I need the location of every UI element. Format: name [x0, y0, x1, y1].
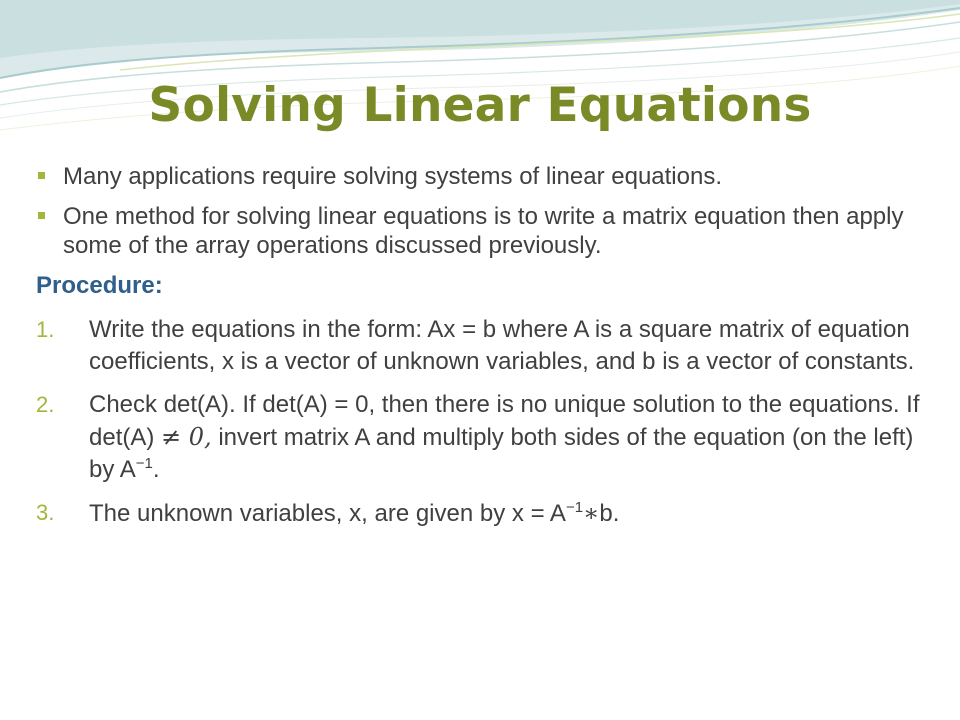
- bullet-item: [36, 202, 936, 260]
- slide-content: [36, 162, 936, 541]
- step-number: 1.: [36, 317, 55, 342]
- inverse-superscript: −1: [135, 455, 153, 472]
- step-text: b.: [599, 500, 620, 527]
- step-text: Check det(A). If det(A) = 0, then there is no unique solution to the equations. If det(A): [89, 391, 920, 451]
- step-text: The unknown variables, x, are given by x = A: [89, 500, 566, 527]
- procedure-step: [36, 497, 936, 530]
- not-equal-zero-symbol: ≠ 0,: [161, 423, 212, 451]
- step-number: 3.: [36, 500, 55, 525]
- procedure-step: [36, 389, 936, 486]
- step-text: invert matrix A and multiply both sides of the equation (on the left) by A: [89, 424, 914, 483]
- bullet-item: [36, 162, 936, 191]
- procedure-step: [36, 314, 936, 378]
- multiply-star-symbol: ∗: [583, 499, 600, 527]
- square-bullet-icon: [38, 212, 45, 219]
- step-text: Write the equations in the form: Ax = b where A is a square matrix of equation coefficients, x is a vector of unknown variables, and b is a vector of constants.: [89, 316, 915, 375]
- slide-title: Solving Linear Equations: [148, 78, 812, 133]
- bullet-text: One method for solving linear equations is to write a matrix equation then apply some of the array operations discussed previously.: [63, 203, 904, 259]
- step-text: .: [152, 456, 160, 483]
- inverse-superscript: −1: [565, 499, 584, 516]
- square-bullet-icon: [38, 172, 45, 179]
- procedure-heading: Procedure:: [36, 272, 163, 299]
- step-number: 2.: [36, 392, 55, 417]
- bullet-text: Many applications require solving systems of linear equations.: [63, 163, 723, 190]
